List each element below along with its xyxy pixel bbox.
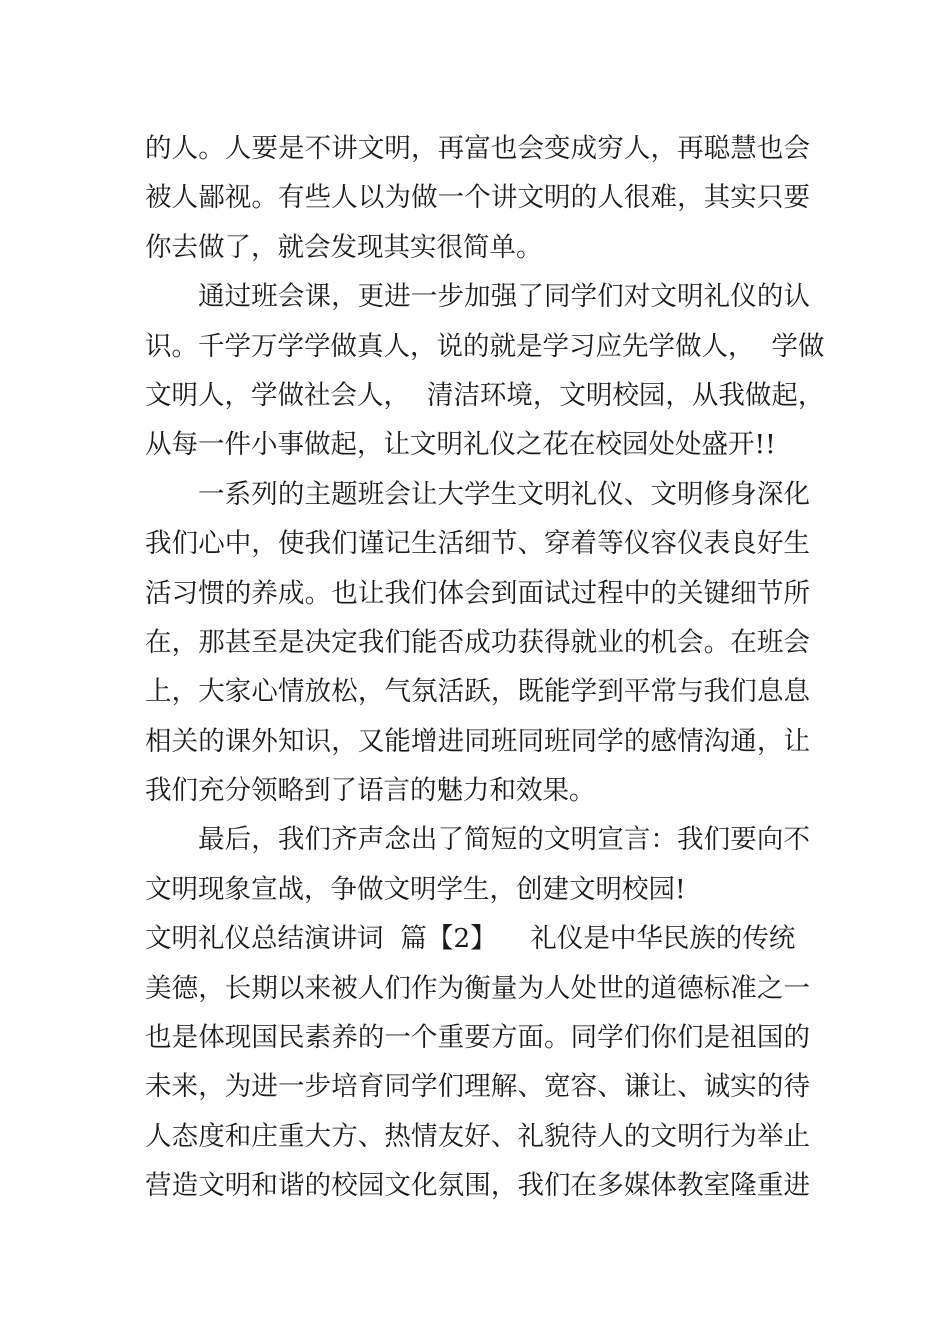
text-line: 营造文明和谐的校园文化氛围，我们在多媒体教室隆重进 — [145, 1170, 810, 1202]
text-line: 被人鄙视。有些人以为做一个讲文明的人很难，其实只要 — [145, 182, 810, 214]
text-line: 文明现象宣战，争做文明学生，创建文明校园! — [145, 873, 686, 905]
text-line: 美德，长期以来被人们作为衡量为人处世的道德标准之一 — [145, 972, 810, 1004]
text-line: 未来，为进一步培育同学们理解、宽容、谦让、诚实的待 — [145, 1071, 810, 1103]
text-line: 我们充分领略到了语言的魅力和效果。 — [145, 775, 596, 807]
text-line: 的人。人要是不讲文明，再富也会变成穷人，再聪慧也会 — [145, 133, 810, 164]
text-line: 从每一件小事做起，让文明礼仪之花在校园处处盛开!! — [145, 429, 776, 461]
text-line: 人态度和庄重大方、热情友好、礼貌待人的文明行为举止 — [145, 1120, 810, 1152]
paragraph-first-line: 一系列的主题班会让大学生文明礼仪、文明修身深化 — [198, 478, 810, 510]
paragraph-first-line: 通过班会课，更进一步加强了同学们对文明礼仪的认 — [198, 281, 810, 313]
text-line: 在，那甚至是决定我们能否成功获得就业的机会。在班会 — [145, 626, 810, 658]
text-line: 文明人，学做社会人， 清洁环境，文明校园，从我做起， — [145, 379, 825, 411]
text-line: 也是体现国民素养的一个重要方面。同学们你们是祖国的 — [145, 1022, 810, 1054]
document-body — [145, 124, 825, 1211]
text-line: 我们心中，使我们谨记生活细节、穿着等仪容仪表良好生 — [145, 528, 810, 560]
text-line: 识。千学万学学做真人，说的就是学习应先学做人， 学做 — [145, 330, 825, 362]
text-line: 你去做了，就会发现其实很简单。 — [145, 231, 543, 263]
text-line: 活习惯的养成。也让我们体会到面试过程中的关键细节所 — [145, 577, 810, 609]
paragraph-first-line: 最后，我们齐声念出了简短的文明宣言：我们要向不 — [198, 824, 810, 856]
section-heading-line: 文明礼仪总结演讲词 篇【2】 礼仪是中华民族的传统 — [145, 923, 796, 955]
text-line: 上，大家心情放松，气氛活跃，既能学到平常与我们息息 — [145, 676, 810, 708]
text-line: 相关的课外知识，又能增进同班同班同学的感情沟通，让 — [145, 725, 810, 757]
